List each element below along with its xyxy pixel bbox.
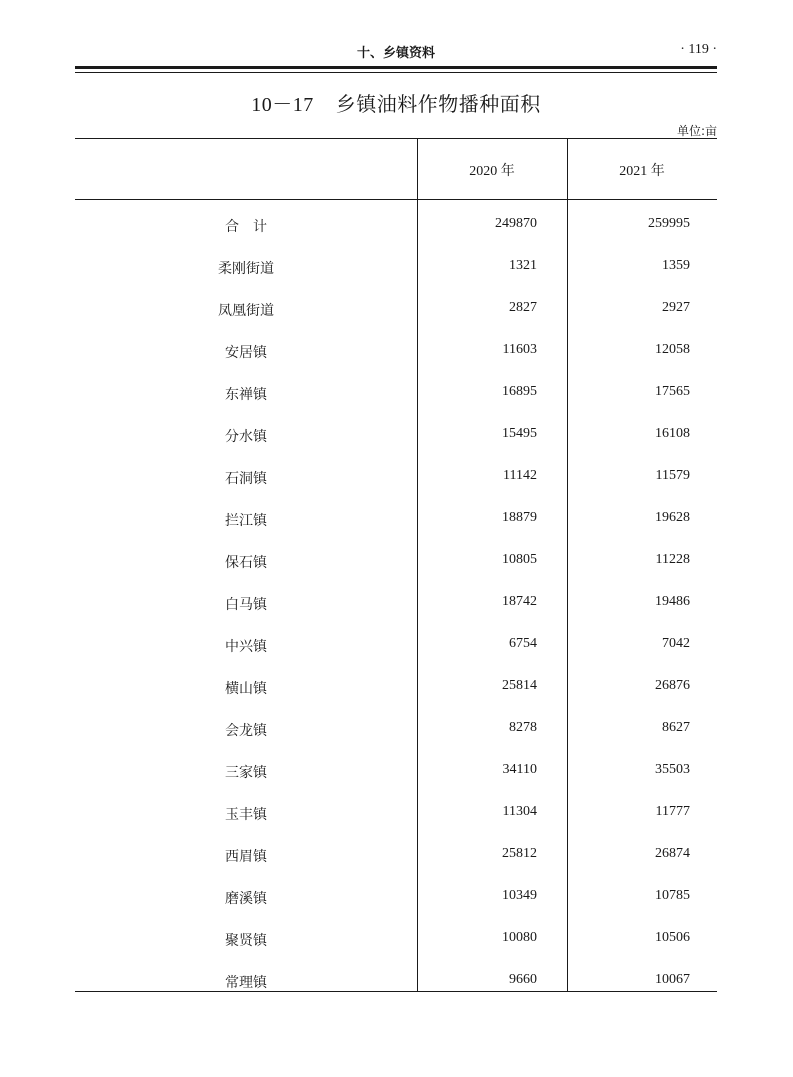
row-name: 西眉镇 [225, 849, 267, 865]
value-2021: 26876 [655, 678, 690, 693]
value-2020: 18879 [502, 510, 537, 525]
value-2021: 16108 [655, 426, 690, 441]
row-name: 分水镇 [225, 429, 267, 445]
row-name: 三家镇 [225, 765, 267, 781]
row-name: 凤凰街道 [218, 303, 274, 319]
value-2021: 259995 [648, 216, 690, 231]
row-name: 白马镇 [225, 597, 267, 613]
unit-label: 单位:亩 [676, 124, 717, 138]
value-2020: 18742 [502, 594, 537, 609]
table-row [75, 330, 717, 372]
table-row [75, 792, 717, 834]
value-2020: 10080 [502, 930, 537, 945]
row-name: 中兴镇 [225, 639, 267, 655]
table-row [75, 750, 717, 792]
table-row [75, 582, 717, 624]
value-2021: 17565 [655, 384, 690, 399]
value-2021: 8627 [662, 720, 690, 735]
table-row [75, 666, 717, 708]
value-2020: 11142 [503, 468, 537, 483]
table-title [75, 88, 717, 117]
row-name: 拦江镇 [225, 513, 267, 529]
row-name: 聚贤镇 [225, 933, 267, 949]
header-bottom-border [75, 199, 717, 200]
table-row [75, 708, 717, 750]
value-2020: 25812 [502, 846, 537, 861]
value-2020: 10805 [502, 552, 537, 567]
table-number: 10－17 [251, 94, 314, 116]
column-header-2020: 2020 年 [469, 164, 515, 179]
value-2021: 19628 [655, 510, 690, 525]
table-row [75, 288, 717, 330]
value-2021: 19486 [655, 594, 690, 609]
value-2020: 249870 [495, 216, 537, 231]
value-2021: 2927 [662, 300, 690, 315]
value-2021: 35503 [655, 762, 690, 777]
table-title-text: 乡镇油料作物播种面积 [335, 92, 541, 116]
table-top-border [75, 138, 717, 139]
value-2021: 10785 [655, 888, 690, 903]
table-row [75, 876, 717, 918]
table-row [75, 540, 717, 582]
value-2020: 11603 [502, 342, 537, 357]
table-row [75, 204, 717, 246]
column-header-2021: 2021 年 [619, 164, 665, 179]
row-name: 东禅镇 [225, 387, 267, 403]
header-rule-thick [75, 66, 717, 69]
value-2020: 11304 [502, 804, 537, 819]
value-2021: 7042 [662, 636, 690, 651]
value-2021: 1359 [662, 258, 690, 273]
table-row [75, 414, 717, 456]
row-name: 保石镇 [225, 555, 267, 571]
table-row [75, 372, 717, 414]
value-2020: 16895 [502, 384, 537, 399]
row-name: 会龙镇 [225, 723, 267, 739]
value-2021: 26874 [655, 846, 690, 861]
value-2021: 12058 [655, 342, 690, 357]
table-row [75, 834, 717, 876]
value-2020: 10349 [502, 888, 537, 903]
table-row [75, 246, 717, 288]
table-row [75, 498, 717, 540]
row-name: 横山镇 [225, 681, 267, 697]
row-name: 玉丰镇 [225, 807, 267, 823]
value-2020: 8278 [509, 720, 537, 735]
row-name: 合 计 [225, 219, 267, 235]
table-row [75, 960, 717, 1002]
row-name: 磨溪镇 [225, 891, 267, 907]
row-name: 安居镇 [225, 345, 267, 361]
value-2020: 1321 [509, 258, 537, 273]
table-row [75, 624, 717, 666]
table-row [75, 456, 717, 498]
data-table [75, 138, 717, 992]
value-2021: 10067 [655, 972, 690, 987]
row-name: 石洞镇 [225, 471, 267, 487]
running-header [75, 40, 717, 62]
section-title: 十、乡镇资料 [356, 46, 435, 61]
header-rule-thin [75, 72, 717, 73]
value-2020: 2827 [509, 300, 537, 315]
value-2020: 6754 [509, 636, 537, 651]
value-2020: 15495 [502, 426, 537, 441]
row-name: 常理镇 [225, 975, 267, 991]
value-2020: 25814 [502, 678, 537, 693]
value-2021: 11579 [655, 468, 690, 483]
value-2021: 11777 [655, 804, 690, 819]
value-2020: 9660 [509, 972, 537, 987]
value-2021: 11228 [655, 552, 690, 567]
page-number: · 119 · [680, 42, 717, 57]
value-2020: 34110 [502, 762, 537, 777]
table-row [75, 918, 717, 960]
row-name: 柔刚街道 [218, 261, 274, 277]
value-2021: 10506 [655, 930, 690, 945]
